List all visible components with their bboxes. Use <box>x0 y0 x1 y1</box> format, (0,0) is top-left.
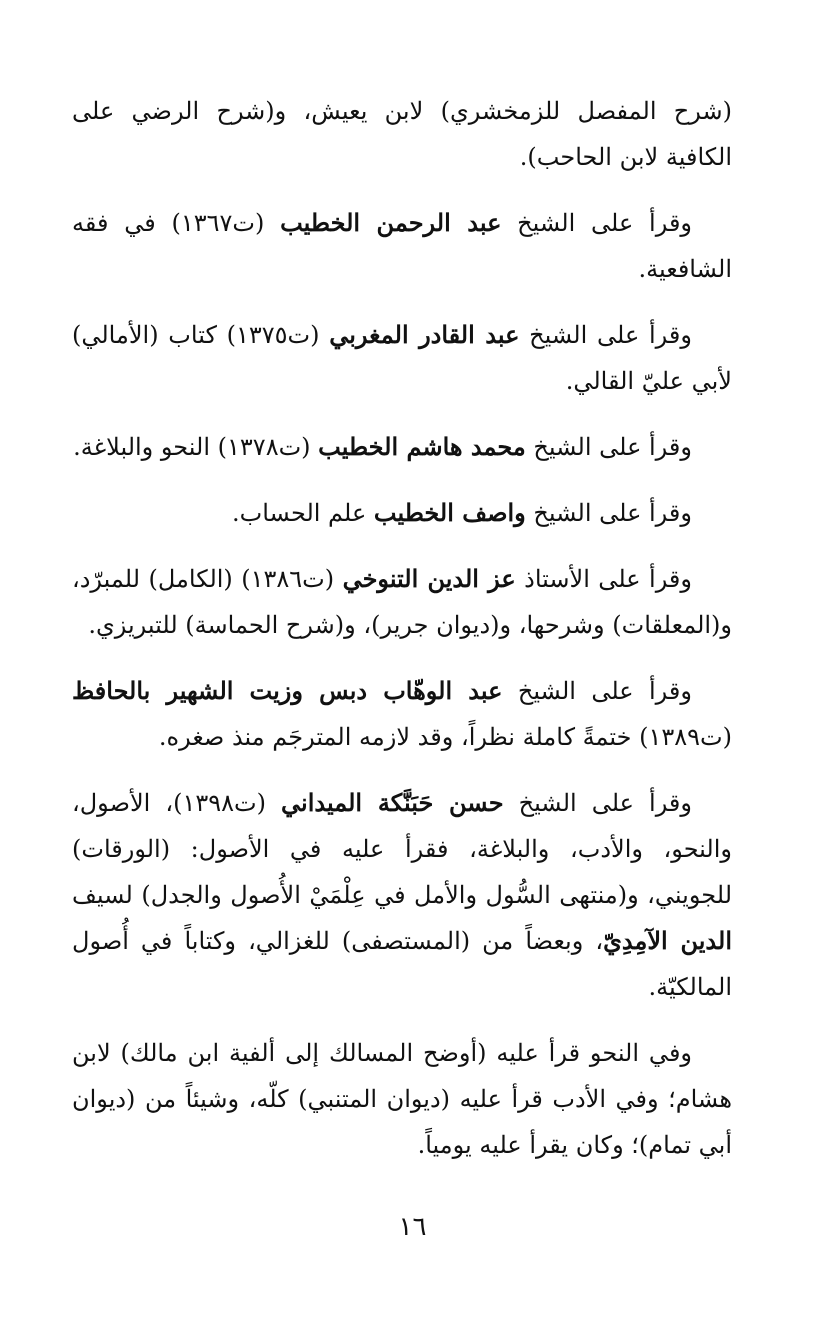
paragraph <box>72 490 732 536</box>
scholar-name: عز الدين التنوخي <box>342 564 516 593</box>
paragraph-text: (شرح المفصل للزمخشري) لابن يعيش، و(شرح الرضي على الكافية لابن الحاحب). <box>72 97 732 171</box>
paragraph <box>72 312 732 404</box>
paragraph-text: علم الحساب. <box>232 499 374 527</box>
paragraph <box>72 780 732 1010</box>
paragraph-text: وقرأ على الشيخ <box>525 499 692 527</box>
paragraph-text: وقرأ على الشيخ <box>501 209 693 237</box>
scholar-name: عبد القادر المغربي <box>329 320 520 349</box>
paragraph-text: ، وبعضاً من (المستصفى) للغزالي، وكتاباً في أُصول المالكيّة. <box>72 927 732 1001</box>
scholar-name: حسن حَبَنَّكة الميداني <box>281 788 504 817</box>
scholar-name: واصف الخطيب <box>373 498 526 527</box>
scholar-name: عبد الوهّاب دبس وزيت الشهير بالحافظ <box>72 676 503 705</box>
paragraph <box>72 556 732 648</box>
paragraph-text: وقرأ على الأستاذ <box>515 565 692 593</box>
paragraph-text: (ت١٣٧٨) النحو والبلاغة. <box>73 433 319 461</box>
paragraph-text: وقرأ على الشيخ <box>519 321 692 349</box>
paragraph-text: وقرأ على الشيخ <box>525 433 692 461</box>
paragraph <box>72 668 732 760</box>
page-number: ١٦ <box>398 1212 427 1242</box>
paragraph-text: (ت١٣٨٩) ختمةً كاملة نظراً، وقد لازمه المترجَم منذ صغره. <box>158 723 732 751</box>
paragraph-text: (ت١٣٩٨)، الأصول، والنحو، والأدب، والبلاغة، فقرأ عليه في الأصول: (الورقات) للجويني، و(منتهى السُّول والأمل في عِلْمَيْ الأُصول والجدل) لسيف <box>72 789 732 909</box>
paragraph <box>72 424 732 470</box>
paragraph <box>72 1030 732 1168</box>
paragraph <box>72 88 732 180</box>
paragraph-text: وقرأ على الشيخ <box>503 789 692 817</box>
scholar-name: محمد هاشم الخطيب <box>318 432 526 461</box>
paragraph <box>72 200 732 292</box>
scholar-name: الدين الآمِدِيّ <box>603 926 732 955</box>
paragraph-text: (ت١٣٨٦) (الكامل) للمبرّد، و(المعلقات) وشرحها، و(ديوان جرير)، و(شرح الحماسة) للتبريزي. <box>72 565 732 639</box>
paragraph-text: (ت١٣٦٧) في فقه الشافعية. <box>72 209 732 283</box>
paragraph-text: وفي النحو قرأ عليه (أوضح المسالك إلى ألفية ابن مالك) لابن هشام؛ وفي الأدب قرأ عليه (ديوان المتنبي) كلّه، وشيئاً من (ديوان أبي تمام)؛ وكان يقرأ عليه يومياً. <box>72 1039 732 1159</box>
paragraph-text: (ت١٣٧٥) كتاب (الأمالي) لأبي عليّ القالي. <box>72 321 732 395</box>
page-body <box>72 88 732 1188</box>
paragraph-text: وقرأ على الشيخ <box>502 677 692 705</box>
scholar-name: عبد الرحمن الخطيب <box>280 208 502 237</box>
